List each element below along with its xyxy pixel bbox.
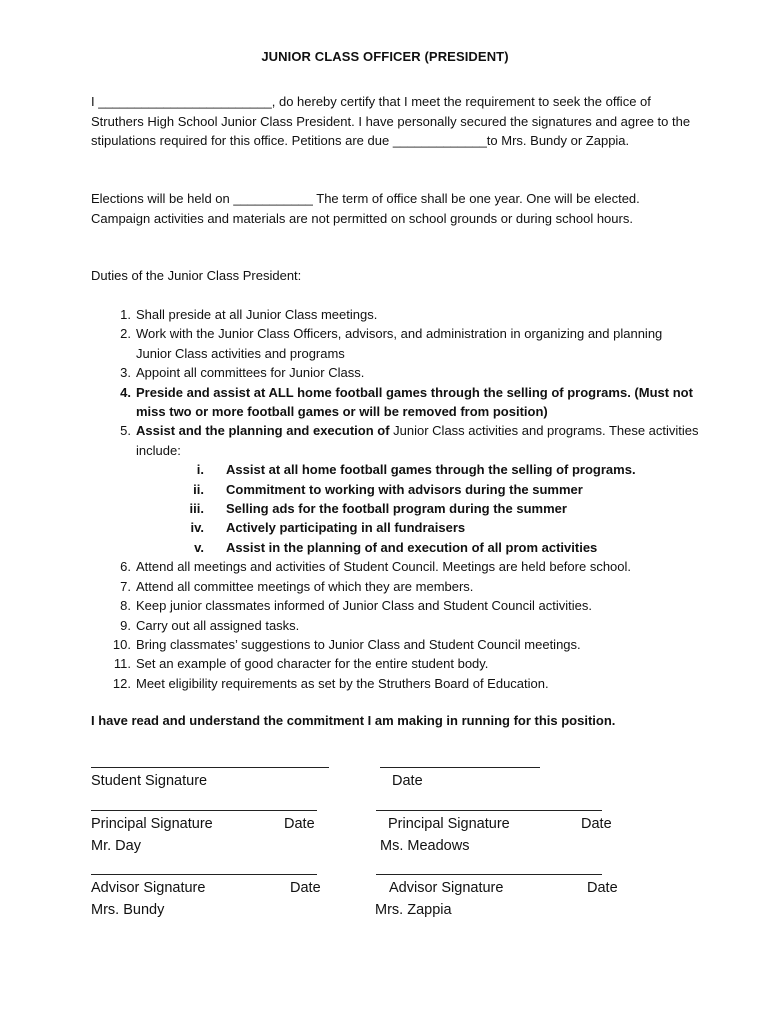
activity-item [136,460,701,479]
duty-number: 3. [120,365,131,381]
activity-text: Selling ads for the football program during the summer [226,501,567,517]
advisor-signature-label-left: Advisor Signature [91,880,206,896]
activity-number: v. [194,539,204,555]
elections-paragraph: Elections will be held on ___________ The term of office shall be one year. One will be elected. Campaign activities and materials are not permitted on school grounds or during school hours. [91,191,640,226]
activity-text: Assist in the planning of and execution of all prom activities [226,539,598,555]
duty-number: 9. [120,617,131,633]
duty-item [91,654,701,673]
principal-signature-label-left: Principal Signature [91,816,213,832]
advisor-name-left: Mrs. Bundy [91,902,165,918]
duty-number: 11. [113,656,131,672]
commitment-statement: I have read and understand the commitment I am making in running for this position. [91,713,616,728]
duty-number: 4. [120,384,131,400]
activity-item [136,538,701,557]
duty-number: 1. [120,307,131,322]
duty-number: 10. [112,636,131,652]
duty-text-bold: Assist and the planning and execution of [136,423,390,439]
duty-item [91,596,701,615]
page-title: JUNIOR CLASS OFFICER (PRESIDENT) [261,49,509,64]
duty-text: Meet eligibility requirements as set by the Struthers Board of Education. [136,675,549,691]
activity-item [136,499,701,518]
student-signature-line[interactable] [91,767,329,768]
principal-name-right: Ms. Meadows [380,838,470,854]
activity-number: i. [196,462,204,478]
duty-number: 12. [112,675,131,691]
duty-item [91,635,701,654]
student-date-line[interactable] [380,767,540,768]
activity-number: iv. [190,520,204,536]
activity-text: Assist at all home football games through the selling of programs. [226,462,636,478]
duty-item [91,616,701,635]
duty-text: Keep junior classmates informed of Junior Class and Student Council activities. [136,598,592,614]
duty-number: 8. [120,598,131,614]
advisor-signature-line-right[interactable] [376,874,602,875]
duty-text: Attend all committee meetings of which they are members. [136,578,474,594]
activity-text: Actively participating in all fundraisers [226,520,466,536]
duties-list [91,305,701,693]
principal-date-label-left: Date [284,816,315,832]
duty-text: Junior Class activities and programs. These activities include: [136,423,699,458]
activity-text: Commitment to working with advisors during the summer [226,481,583,497]
duty-item [91,674,701,693]
duties-heading: Duties of the Junior Class President: [91,268,302,283]
duty-text: Attend all meetings and activities of Student Council. Meetings are held before school. [136,559,632,575]
duty-item [91,305,701,324]
activity-number: iii. [189,501,204,517]
activity-item [136,480,701,499]
duty-item [91,383,701,422]
advisor-date-label-left: Date [290,880,321,896]
duty-number: 7. [120,578,131,594]
duty-number: 5. [120,423,131,439]
duty-item [91,557,701,576]
duty-text: Carry out all assigned tasks. [136,617,300,633]
duty-text: Appoint all committees for Junior Class. [136,365,365,381]
student-date-label: Date [392,773,423,789]
duty-item [91,577,701,596]
duty-text: Shall preside at all Junior Class meetings. [136,307,378,322]
duty-item [91,421,701,557]
advisor-name-right: Mrs. Zappia [375,902,452,918]
duty-number: 2. [120,326,131,342]
duty-number: 6. [120,559,131,575]
principal-name-left: Mr. Day [91,838,141,854]
duty-text: Preside and assist at ALL home football games through the selling of programs. (Must not miss two or more football games or will be removed from position) [136,384,693,420]
duty-text: Bring classmates’ suggestions to Junior Class and Student Council meetings. [136,636,581,652]
principal-signature-line-left[interactable] [91,810,317,811]
duty-text: Set an example of good character for the entire student body. [136,656,489,672]
duty-item [91,324,701,363]
principal-date-label-right: Date [581,816,612,832]
duty-text: Work with the Junior Class Officers, advisors, and administration in organizing and planning Junior Class activities and programs [136,326,663,361]
student-signature-label: Student Signature [91,773,208,789]
advisor-signature-line-left[interactable] [91,874,317,875]
principal-signature-line-right[interactable] [376,810,602,811]
advisor-signature-label-right: Advisor Signature [389,880,504,896]
activities-list [136,460,701,557]
advisor-date-label-right: Date [587,880,618,896]
certification-paragraph: I ________________________, do hereby certify that I meet the requirement to seek the office of Struthers High School Junior Class President. I have personally secured the signatures and agree to the stipulations required for this office. Petitions are due _____________to Mrs. Bundy or Zappia. [91,94,691,148]
activity-item [136,518,701,537]
duty-item [91,363,701,382]
principal-signature-label-right: Principal Signature [388,816,510,832]
activity-number: ii. [193,481,204,497]
